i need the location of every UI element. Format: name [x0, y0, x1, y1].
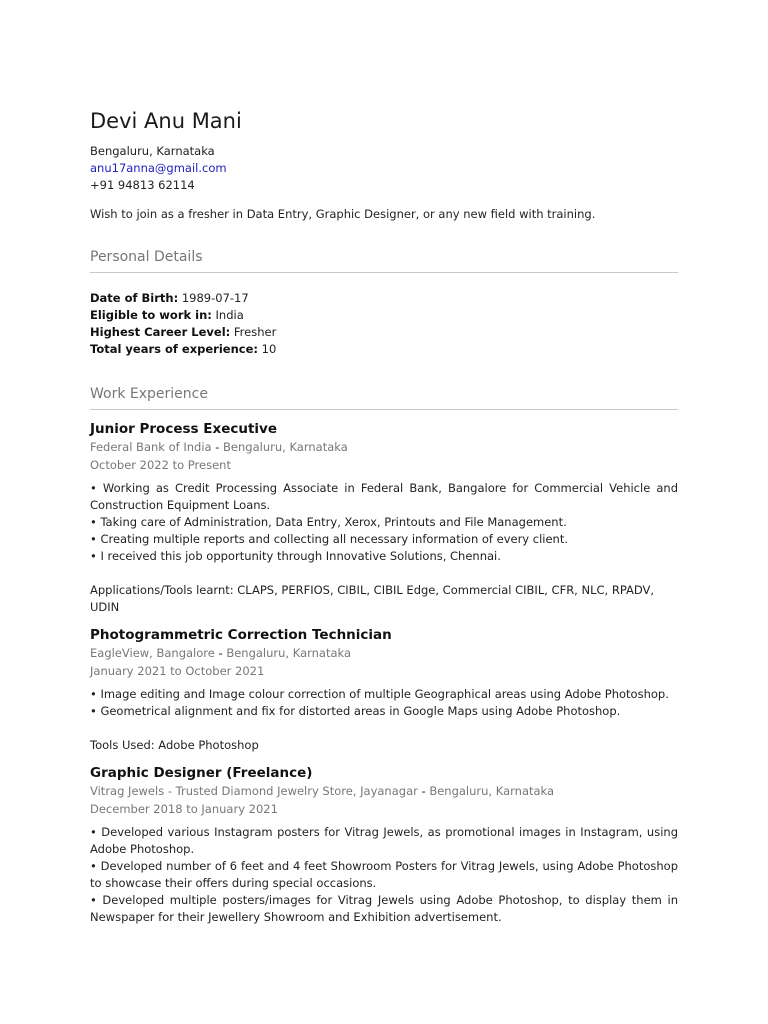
job-bullets [90, 686, 678, 720]
bullet-item: • Developed various Instagram posters for Vitrag Jewels, as promotional images in Instagram, using Adobe Photoshop. [90, 825, 678, 856]
job-bullets [90, 480, 678, 565]
detail-value: 10 [261, 342, 277, 356]
bullet-item: • Taking care of Administration, Data Entry, Xerox, Printouts and File Management. [90, 515, 567, 529]
detail-value: India [215, 308, 244, 322]
job-separator: - [215, 440, 220, 454]
job-company: Vitrag Jewels - Trusted Diamond Jewelry Store, Jayanagar [90, 784, 418, 798]
resume [90, 108, 678, 926]
job-tools: Tools Used: Adobe Photoshop [90, 738, 259, 752]
job-title: Junior Process Executive [90, 421, 277, 437]
job-separator: - [421, 784, 426, 798]
job-title: Graphic Designer (Freelance) [90, 765, 313, 781]
job-entry [90, 420, 678, 616]
job-company: Federal Bank of India [90, 440, 212, 454]
section-title-personal-details: Personal Details [90, 248, 678, 273]
candidate-name: Devi Anu Mani [90, 109, 242, 133]
job-title: Photogrammetric Correction Technician [90, 627, 392, 643]
detail-label: Total years of experience: [90, 342, 258, 356]
job-dates: December 2018 to January 2021 [90, 802, 278, 816]
detail-row [90, 341, 678, 358]
bullet-item: • Developed multiple posters/images for Vitrag Jewels using Adobe Photoshop, to display them in Newspaper for their Jewellery Showroom and Exhibition advertisement. [90, 893, 678, 924]
bullet-item: • Developed number of 6 feet and 4 feet Showroom Posters for Vitrag Jewels, using Adobe Photoshop to showcase their offers during special occasions. [90, 859, 678, 890]
bullet-item: • Working as Credit Processing Associate in Federal Bank, Bangalore for Commercial Vehicle and Construction Equipment Loans. [90, 481, 678, 512]
job-entry [90, 626, 678, 754]
job-entry [90, 764, 678, 926]
job-dates: January 2021 to October 2021 [90, 664, 265, 678]
job-tools: Applications/Tools learnt: CLAPS, PERFIOS, CIBIL, CIBIL Edge, Commercial CIBIL, CFR, NLC, RPADV, UDIN [90, 583, 655, 614]
job-separator: - [218, 646, 223, 660]
job-company-line [90, 438, 678, 456]
detail-label: Highest Career Level: [90, 325, 231, 339]
detail-row [90, 324, 678, 341]
bullet-item: • Geometrical alignment and fix for distorted areas in Google Maps using Adobe Photoshop. [90, 704, 621, 718]
detail-value: Fresher [233, 325, 277, 339]
detail-row [90, 290, 678, 307]
detail-row [90, 307, 678, 324]
personal-details [90, 290, 678, 358]
job-location: Bengaluru, Karnataka [223, 440, 348, 454]
location: Bengaluru, Karnataka [90, 144, 215, 158]
job-location: Bengaluru, Karnataka [429, 784, 555, 798]
detail-label: Date of Birth: [90, 291, 179, 305]
job-company: EagleView, Bangalore [90, 646, 215, 660]
job-location: Bengaluru, Karnataka [226, 646, 352, 660]
job-company-line [90, 782, 678, 800]
detail-label: Eligible to work in: [90, 308, 212, 322]
email-link[interactable]: anu17anna@gmail.com [90, 161, 227, 175]
job-dates: October 2022 to Present [90, 458, 231, 472]
bullet-item: • Image editing and Image colour correction of multiple Geographical areas using Adobe Photoshop. [90, 687, 669, 701]
bullet-item: • I received this job opportunity through Innovative Solutions, Chennai. [90, 549, 501, 563]
detail-value: 1989-07-17 [181, 291, 249, 305]
job-company-line [90, 644, 678, 662]
objective: Wish to join as a fresher in Data Entry, Graphic Designer, or any new field with training. [90, 207, 596, 221]
contact-block [90, 143, 678, 194]
job-bullets [90, 824, 678, 926]
bullet-item: • Creating multiple reports and collecting all necessary information of every client. [90, 532, 569, 546]
section-title-work-experience: Work Experience [90, 385, 678, 410]
phone: +91 94813 62114 [90, 178, 195, 192]
